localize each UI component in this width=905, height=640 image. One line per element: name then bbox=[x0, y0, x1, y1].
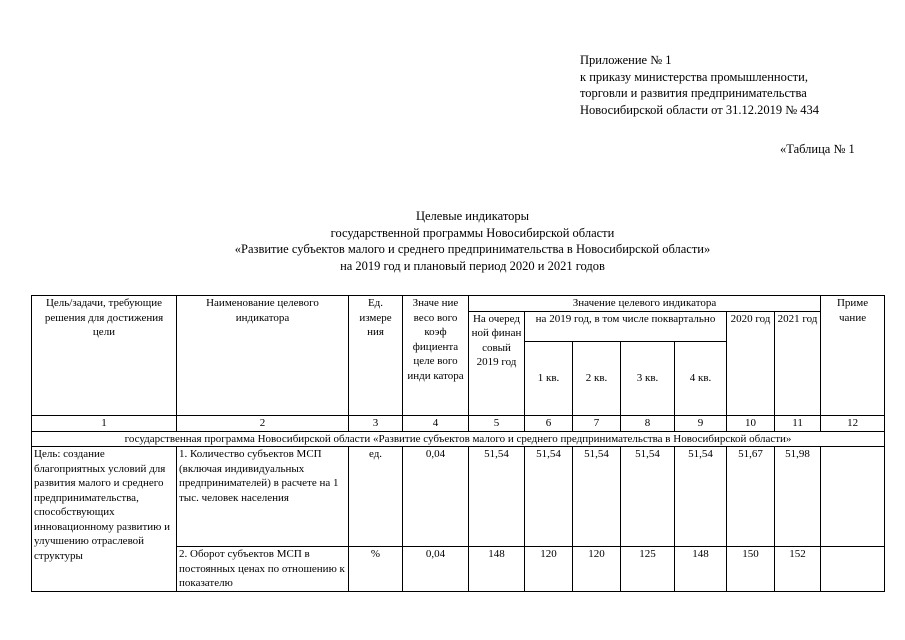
col-number: 3 bbox=[349, 415, 403, 431]
table-reference: «Таблица № 1 bbox=[780, 142, 855, 156]
title-line: на 2019 год и плановый период 2020 и 2021 годов bbox=[340, 258, 605, 273]
value-2020: 51,67 bbox=[727, 447, 775, 547]
header-weight: Значе ние весо вого коэф фициента целе вого инди катора bbox=[403, 296, 469, 416]
header-q2: 2 кв. bbox=[573, 341, 621, 415]
col-number: 6 bbox=[525, 415, 573, 431]
header-2020: 2020 год bbox=[727, 311, 775, 415]
value-2020: 150 bbox=[727, 547, 775, 592]
weight-cell: 0,04 bbox=[403, 547, 469, 592]
col-number: 4 bbox=[403, 415, 469, 431]
col-number: 10 bbox=[727, 415, 775, 431]
notes-cell bbox=[821, 447, 885, 547]
header-indicator: Наименование целевого индикатора bbox=[177, 296, 349, 416]
value-base: 51,54 bbox=[469, 447, 525, 547]
value-q2: 51,54 bbox=[573, 447, 621, 547]
title-line: «Развитие субъектов малого и среднего предпринимательства в Новосибирской области» bbox=[234, 242, 711, 256]
header-base-year: На очеред ной финан совый 2019 год bbox=[469, 311, 525, 415]
table-row bbox=[32, 447, 885, 547]
col-number: 9 bbox=[675, 415, 727, 431]
appendix-line: Новосибирской области от 31.12.2019 № 434 bbox=[580, 102, 820, 117]
col-number: 2 bbox=[177, 415, 349, 431]
value-q4: 148 bbox=[675, 547, 727, 592]
document-title bbox=[0, 208, 905, 274]
value-q3: 51,54 bbox=[621, 447, 675, 547]
title-line: государственной программы Новосибирской области bbox=[330, 225, 615, 240]
column-numbers-row bbox=[32, 415, 885, 431]
col-number: 11 bbox=[775, 415, 821, 431]
value-q1: 51,54 bbox=[525, 447, 573, 547]
value-base: 148 bbox=[469, 547, 525, 592]
value-q2: 120 bbox=[573, 547, 621, 592]
header-2021: 2021 год bbox=[775, 311, 821, 415]
appendix-block bbox=[580, 52, 819, 118]
weight-cell: 0,04 bbox=[403, 447, 469, 547]
value-q1: 120 bbox=[525, 547, 573, 592]
unit-cell: % bbox=[349, 547, 403, 592]
value-q3: 125 bbox=[621, 547, 675, 592]
col-number: 12 bbox=[821, 415, 885, 431]
header-q3: 3 кв. bbox=[621, 341, 675, 415]
program-row bbox=[32, 431, 885, 447]
value-2021: 152 bbox=[775, 547, 821, 592]
appendix-line: Приложение № 1 bbox=[580, 53, 672, 67]
unit-cell: ед. bbox=[349, 447, 403, 547]
header-notes: Приме чание bbox=[821, 296, 885, 416]
col-number: 7 bbox=[573, 415, 621, 431]
header-value-group: Значение целевого индикатора bbox=[469, 296, 821, 312]
appendix-line: к приказу министерства промышленности, bbox=[580, 69, 808, 84]
appendix-line: торговли и развития предпринимательства bbox=[580, 86, 807, 100]
indicator-name: 1. Количество субъектов МСП (включая индивидуальных предпринимателей) в расчете на 1 тыс. человек населения bbox=[177, 447, 349, 547]
indicator-name: 2. Оборот субъектов МСП в постоянных ценах по отношению к показателю bbox=[177, 547, 349, 592]
value-q4: 51,54 bbox=[675, 447, 727, 547]
goal-cell: Цель: создание благоприятных условий для развития малого и среднего предпринимательства, способствующих инновационному развитию и улучшению отраслевой структуры bbox=[32, 447, 177, 592]
title-line: Целевые индикаторы bbox=[415, 209, 530, 223]
indicators-table bbox=[31, 295, 885, 592]
notes-cell bbox=[821, 547, 885, 592]
col-number: 5 bbox=[469, 415, 525, 431]
value-2021: 51,98 bbox=[775, 447, 821, 547]
header-q1: 1 кв. bbox=[525, 341, 573, 415]
program-name: государственная программа Новосибирской области «Развитие субъектов малого и среднего предпринимательства в Новосибирской области» bbox=[32, 431, 885, 447]
header-goal: Цель/задачи, требующие решения для достижения цели bbox=[32, 296, 177, 416]
header-2019-quarterly: на 2019 год, в том числе поквартально bbox=[525, 311, 727, 341]
header-unit: Ед. измере ния bbox=[349, 296, 403, 416]
col-number: 8 bbox=[621, 415, 675, 431]
col-number: 1 bbox=[32, 415, 177, 431]
header-q4: 4 кв. bbox=[675, 341, 727, 415]
